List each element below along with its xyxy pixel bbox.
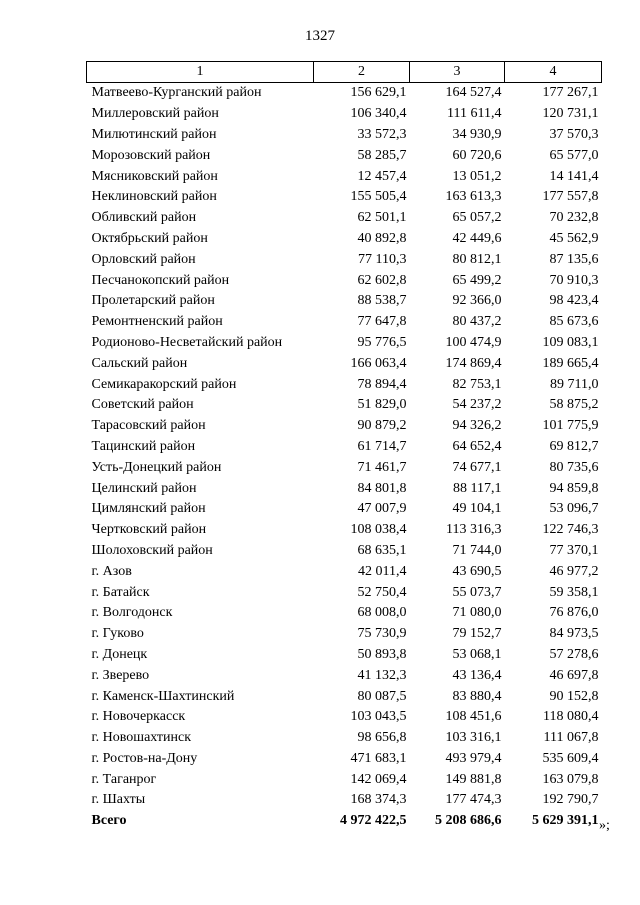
value-col-3: 71 744,0: [452, 542, 502, 558]
value-col-3: 88 117,1: [453, 480, 502, 496]
value-col-2: 166 063,4: [350, 355, 407, 371]
value-col-3: 163 613,3: [445, 189, 502, 205]
table-row: [87, 353, 602, 374]
value-col-4: 101 775,9: [542, 418, 599, 434]
value-col-4: 163 079,8: [542, 771, 599, 787]
total-row: [87, 811, 602, 832]
value-col-4: 37 570,3: [549, 126, 599, 142]
table-row: [87, 187, 602, 208]
table-row: [87, 208, 602, 229]
value-col-3: 164 527,4: [445, 85, 502, 101]
row-name: Шолоховский район: [91, 542, 213, 558]
table-row: [87, 561, 602, 582]
row-name: Тацинский район: [91, 438, 196, 454]
table-row: [87, 270, 602, 291]
table-row: [87, 312, 602, 333]
table-row: [87, 749, 602, 770]
table-row: [87, 374, 602, 395]
value-col-4: 89 711,0: [550, 376, 599, 392]
value-col-4: 94 859,8: [549, 480, 599, 496]
table-row: [87, 499, 602, 520]
value-col-2: 80 087,5: [357, 688, 407, 704]
row-name: г. Донецк: [91, 646, 148, 662]
table-row: [87, 395, 602, 416]
value-col-3: 43 136,4: [452, 667, 502, 683]
value-col-3: 149 881,8: [445, 771, 502, 787]
value-col-4: 53 096,7: [549, 501, 599, 517]
value-col-3: 111 611,4: [447, 106, 502, 122]
row-name: г. Азов: [91, 563, 132, 579]
value-col-4: 85 673,6: [549, 314, 599, 330]
value-col-4: 189 665,4: [542, 355, 599, 371]
table-row: [87, 249, 602, 270]
value-col-2: 42 011,4: [358, 563, 407, 579]
row-name: г. Новочеркасск: [91, 709, 186, 725]
value-col-2: 77 647,8: [357, 314, 407, 330]
value-col-2: 78 894,4: [357, 376, 407, 392]
table-row: [87, 145, 602, 166]
row-name: г. Новошахтинск: [91, 730, 192, 746]
table-row: [87, 333, 602, 354]
value-col-2: 47 007,9: [357, 501, 407, 517]
table-row: [87, 437, 602, 458]
closing-quote-mark: »;: [599, 818, 610, 833]
table-header: [87, 62, 602, 83]
value-col-4: 192 790,7: [542, 792, 599, 808]
table-row: [87, 229, 602, 250]
table-row: [87, 520, 602, 541]
row-name: Песчанокопский район: [91, 272, 230, 288]
value-col-3: 108 451,6: [445, 709, 502, 725]
row-name: Морозовский район: [91, 147, 211, 163]
value-col-3: 65 499,2: [452, 272, 502, 288]
value-col-3: 42 449,6: [452, 230, 502, 246]
value-col-2: 75 730,9: [357, 626, 407, 642]
value-col-4: 46 697,8: [549, 667, 599, 683]
value-col-3: 13 051,2: [452, 168, 502, 184]
value-col-3: 65 057,2: [452, 210, 502, 226]
row-name: Усть-Донецкий район: [91, 459, 222, 475]
value-col-2: 90 879,2: [357, 418, 407, 434]
total-col-4: 5 629 391,1: [532, 813, 599, 829]
value-col-2: 68 635,1: [357, 542, 407, 558]
table-row: [87, 125, 602, 146]
value-col-4: 76 876,0: [549, 605, 599, 621]
value-col-2: 142 069,4: [350, 771, 407, 787]
value-col-3: 80 812,1: [452, 251, 502, 267]
column-header-1: 1: [87, 62, 314, 83]
table-body: [87, 83, 602, 832]
value-col-4: 80 735,6: [549, 459, 599, 475]
value-col-4: 59 358,1: [549, 584, 599, 600]
page-number: 1327: [305, 28, 335, 44]
row-name: Тарасовский район: [91, 418, 206, 434]
column-header-4: 4: [505, 62, 602, 83]
value-col-4: 70 910,3: [549, 272, 599, 288]
value-col-2: 40 892,8: [357, 230, 407, 246]
value-col-4: 177 557,8: [542, 189, 599, 205]
row-name: Родионово-Несветайский район: [91, 334, 283, 350]
value-col-4: 120 731,1: [542, 106, 599, 122]
table-row: [87, 83, 602, 104]
value-col-3: 43 690,5: [452, 563, 502, 579]
value-col-2: 108 038,4: [350, 522, 407, 538]
column-header-3: 3: [410, 62, 505, 83]
value-col-4: 14 141,4: [549, 168, 599, 184]
table-row: [87, 665, 602, 686]
table-row: [87, 603, 602, 624]
total-col-2: 4 972 422,5: [340, 813, 407, 829]
value-col-4: 65 577,0: [549, 147, 599, 163]
value-col-2: 98 656,8: [357, 730, 407, 746]
value-col-3: 64 652,4: [452, 438, 502, 454]
value-col-2: 61 714,7: [357, 438, 407, 454]
row-name: г. Гуково: [91, 626, 144, 642]
table-row: [87, 457, 602, 478]
value-col-3: 100 474,9: [445, 334, 502, 350]
table-row: [87, 790, 602, 811]
value-col-3: 60 720,6: [452, 147, 502, 163]
row-name: Пролетарский район: [91, 293, 215, 309]
row-name: Ремонтненский район: [91, 314, 223, 330]
row-name: г. Зверево: [91, 667, 150, 683]
budget-table: [86, 61, 602, 832]
value-col-4: 109 083,1: [542, 334, 599, 350]
row-name: г. Каменск-Шахтинский: [91, 688, 235, 704]
value-col-2: 62 602,8: [357, 272, 407, 288]
value-col-4: 58 875,2: [549, 397, 599, 413]
row-name: Орловский район: [91, 251, 196, 267]
value-col-2: 52 750,4: [357, 584, 407, 600]
total-col-3: 5 208 686,6: [435, 813, 502, 829]
value-col-3: 71 080,0: [452, 605, 502, 621]
header-row: [87, 62, 602, 83]
value-col-2: 71 461,7: [357, 459, 407, 475]
value-col-3: 53 068,1: [452, 646, 502, 662]
row-name: г. Батайск: [91, 584, 150, 600]
value-col-2: 33 572,3: [357, 126, 407, 142]
row-name: Советский район: [91, 397, 194, 413]
value-col-4: 122 746,3: [542, 522, 599, 538]
value-col-3: 83 880,4: [452, 688, 502, 704]
value-col-2: 84 801,8: [357, 480, 407, 496]
value-col-3: 49 104,1: [452, 501, 502, 517]
row-name: г. Ростов-на-Дону: [91, 750, 198, 766]
row-name: г. Шахты: [91, 792, 146, 808]
value-col-3: 92 366,0: [452, 293, 502, 309]
row-name: г. Волгодонск: [91, 605, 173, 621]
table-row: [87, 624, 602, 645]
value-col-2: 12 457,4: [357, 168, 407, 184]
row-name: Октябрьский район: [91, 230, 208, 246]
value-col-4: 111 067,8: [543, 730, 599, 746]
value-col-2: 103 043,5: [350, 709, 407, 725]
value-col-2: 51 829,0: [357, 397, 407, 413]
value-col-4: 535 609,4: [542, 750, 599, 766]
value-col-4: 118 080,4: [543, 709, 599, 725]
table-row: [87, 645, 602, 666]
table-row: [87, 686, 602, 707]
value-col-4: 46 977,2: [549, 563, 599, 579]
value-col-4: 87 135,6: [549, 251, 599, 267]
value-col-3: 80 437,2: [452, 314, 502, 330]
value-col-4: 98 423,4: [549, 293, 599, 309]
row-name: Цимлянский район: [91, 501, 206, 517]
value-col-3: 74 677,1: [452, 459, 502, 475]
value-col-4: 69 812,7: [549, 438, 599, 454]
value-col-2: 62 501,1: [357, 210, 407, 226]
value-col-3: 94 326,2: [452, 418, 502, 434]
row-name: Сальский район: [91, 355, 188, 371]
table-row: [87, 707, 602, 728]
value-col-4: 57 278,6: [549, 646, 599, 662]
value-col-3: 174 869,4: [445, 355, 502, 371]
row-name: Чертковский район: [91, 522, 207, 538]
table-row: [87, 582, 602, 603]
column-header-2: 2: [314, 62, 410, 83]
value-col-2: 95 776,5: [357, 334, 407, 350]
value-col-2: 41 132,3: [357, 667, 407, 683]
row-name: Неклиновский район: [91, 189, 217, 205]
row-name: Семикаракорский район: [91, 376, 237, 392]
value-col-2: 50 893,8: [357, 646, 407, 662]
row-name: г. Таганрог: [91, 771, 157, 787]
table-row: [87, 728, 602, 749]
row-name: Мясниковский район: [91, 168, 218, 184]
value-col-4: 70 232,8: [549, 210, 599, 226]
value-col-3: 177 474,3: [445, 792, 502, 808]
table-row: [87, 104, 602, 125]
value-col-2: 155 505,4: [350, 189, 407, 205]
value-col-4: 177 267,1: [542, 85, 599, 101]
row-name: Целинский район: [91, 480, 197, 496]
value-col-2: 471 683,1: [350, 750, 407, 766]
value-col-2: 156 629,1: [350, 85, 407, 101]
value-col-3: 82 753,1: [452, 376, 502, 392]
table-row: [87, 478, 602, 499]
value-col-3: 493 979,4: [445, 750, 502, 766]
value-col-2: 168 374,3: [350, 792, 407, 808]
value-col-3: 113 316,3: [446, 522, 502, 538]
table-row: [87, 769, 602, 790]
row-name: Обливский район: [91, 210, 197, 226]
table-row: [87, 291, 602, 312]
table-row: [87, 541, 602, 562]
value-col-2: 77 110,3: [358, 251, 407, 267]
table-row: [87, 166, 602, 187]
value-col-2: 68 008,0: [357, 605, 407, 621]
value-col-2: 106 340,4: [350, 106, 407, 122]
value-col-4: 45 562,9: [549, 230, 599, 246]
value-col-3: 54 237,2: [452, 397, 502, 413]
value-col-3: 79 152,7: [452, 626, 502, 642]
value-col-2: 58 285,7: [357, 147, 407, 163]
value-col-4: 84 973,5: [549, 626, 599, 642]
row-name: Миллеровский район: [91, 106, 219, 122]
value-col-4: 77 370,1: [549, 542, 599, 558]
row-name: Матвеево-Курганский район: [91, 85, 262, 101]
row-name: Милютинский район: [91, 126, 217, 142]
value-col-3: 103 316,1: [445, 730, 502, 746]
total-label: Всего: [91, 813, 127, 829]
value-col-4: 90 152,8: [549, 688, 599, 704]
table-row: [87, 416, 602, 437]
value-col-2: 88 538,7: [357, 293, 407, 309]
value-col-3: 34 930,9: [452, 126, 502, 142]
value-col-3: 55 073,7: [452, 584, 502, 600]
